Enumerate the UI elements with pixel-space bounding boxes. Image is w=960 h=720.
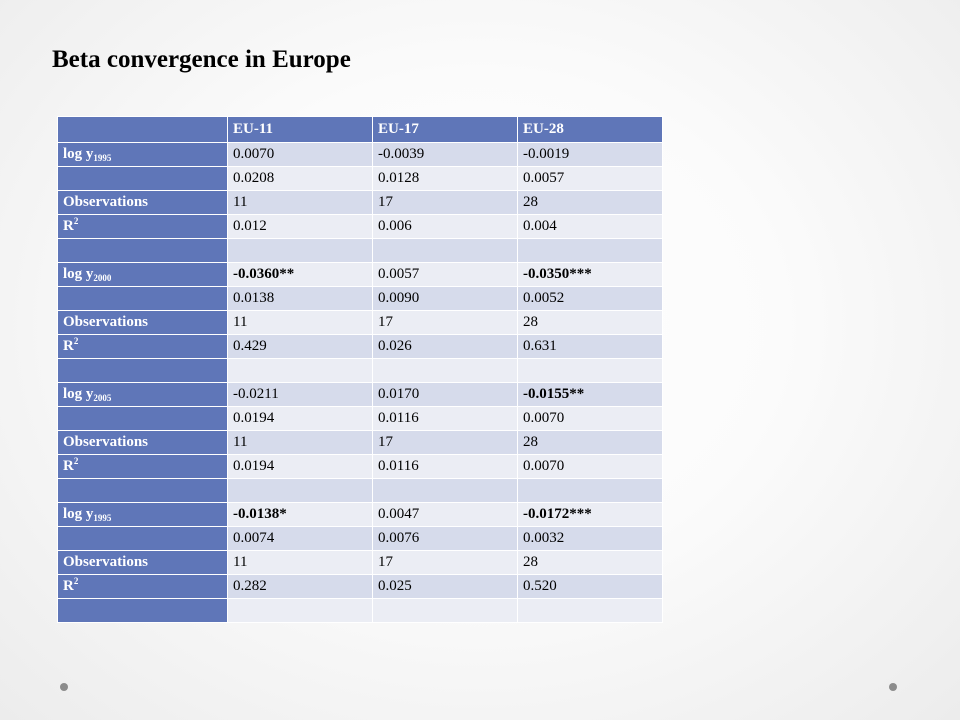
row-label-text: log y: [63, 386, 94, 402]
table-cell: -0.0155**: [518, 383, 663, 407]
row-label-superscript: 2: [73, 456, 79, 466]
table-cell: 11: [228, 311, 373, 335]
table-cell: -0.0019: [518, 143, 663, 167]
regression-table: [57, 116, 663, 623]
table-row: [58, 215, 663, 239]
table-cell: 0.0194: [228, 455, 373, 479]
row-label: [58, 143, 228, 167]
table-cell: 28: [518, 431, 663, 455]
row-label: [58, 479, 228, 503]
row-label: [58, 359, 228, 383]
table-cell: [518, 239, 663, 263]
table-cell: [228, 239, 373, 263]
table-cell: 0.0090: [373, 287, 518, 311]
row-label: [58, 287, 228, 311]
row-label-superscript: 2: [73, 336, 79, 346]
table-row: [58, 503, 663, 527]
row-label-subscript: 1995: [93, 153, 112, 163]
table-row: [58, 167, 663, 191]
header-cell-eu-17: EU-17: [373, 117, 518, 143]
table-row: [58, 383, 663, 407]
header-row: [58, 117, 663, 143]
row-label: [58, 551, 228, 575]
table-cell: 0.0057: [373, 263, 518, 287]
row-label: [58, 215, 228, 239]
row-label: [58, 167, 228, 191]
row-label-text: R: [63, 458, 74, 474]
table-row: [58, 239, 663, 263]
table-row: [58, 455, 663, 479]
slide-dot-left: [60, 683, 68, 691]
table-row: [58, 599, 663, 623]
row-label-text: R: [63, 338, 74, 354]
row-label-text: Observations: [63, 434, 149, 450]
table-cell: [228, 599, 373, 623]
table-row: [58, 191, 663, 215]
table-cell: 0.004: [518, 215, 663, 239]
row-label: [58, 335, 228, 359]
table-cell: 0.0194: [228, 407, 373, 431]
row-label-text: log y: [63, 146, 94, 162]
header-cell: [58, 117, 228, 143]
table-cell: -0.0039: [373, 143, 518, 167]
table-cell: [518, 479, 663, 503]
table-cell: [518, 599, 663, 623]
row-label-text: Observations: [63, 314, 149, 330]
table-cell: 0.0074: [228, 527, 373, 551]
table-cell: 0.0047: [373, 503, 518, 527]
table-cell: 28: [518, 551, 663, 575]
table-cell: 0.0070: [518, 407, 663, 431]
table-cell: [373, 359, 518, 383]
table-cell: 11: [228, 431, 373, 455]
row-label-subscript: 2005: [93, 393, 112, 403]
table-cell: 0.0116: [373, 407, 518, 431]
row-label: [58, 263, 228, 287]
table-row: [58, 479, 663, 503]
row-label-text: Observations: [63, 194, 149, 210]
row-label-text: Observations: [63, 554, 149, 570]
table-cell: 0.0076: [373, 527, 518, 551]
table-cell: 0.026: [373, 335, 518, 359]
table-cell: 0.0032: [518, 527, 663, 551]
table-cell: [373, 239, 518, 263]
table-cell: 17: [373, 311, 518, 335]
table-cell: 11: [228, 551, 373, 575]
table-cell: 0.012: [228, 215, 373, 239]
table-cell: 0.0208: [228, 167, 373, 191]
row-label: [58, 239, 228, 263]
row-label: [58, 383, 228, 407]
row-label-text: R: [63, 578, 74, 594]
table-cell: [373, 599, 518, 623]
table-row: [58, 527, 663, 551]
row-label-superscript: 2: [73, 576, 79, 586]
table-cell: [373, 479, 518, 503]
table-cell: 0.0138: [228, 287, 373, 311]
table-cell: 0.006: [373, 215, 518, 239]
table-cell: 0.631: [518, 335, 663, 359]
table-cell: [228, 359, 373, 383]
slide-dot-right: [889, 683, 897, 691]
table-cell: 0.282: [228, 575, 373, 599]
header-cell-eu-28: EU-28: [518, 117, 663, 143]
table-cell: 0.429: [228, 335, 373, 359]
table-row: [58, 359, 663, 383]
table-row: [58, 287, 663, 311]
row-label-superscript: 2: [73, 216, 79, 226]
row-label-text: log y: [63, 506, 94, 522]
table-cell: 17: [373, 551, 518, 575]
row-label: [58, 599, 228, 623]
row-label: [58, 311, 228, 335]
table-row: [58, 407, 663, 431]
table-cell: -0.0138*: [228, 503, 373, 527]
table-cell: 0.0052: [518, 287, 663, 311]
table-cell: 0.0070: [228, 143, 373, 167]
table-cell: 11: [228, 191, 373, 215]
table-cell: -0.0172***: [518, 503, 663, 527]
table-cell: 0.0170: [373, 383, 518, 407]
table-cell: [518, 359, 663, 383]
row-label: [58, 431, 228, 455]
row-label-subscript: 2000: [93, 273, 112, 283]
table-cell: -0.0350***: [518, 263, 663, 287]
table-cell: 28: [518, 191, 663, 215]
table-cell: 0.0070: [518, 455, 663, 479]
table-cell: 0.520: [518, 575, 663, 599]
table-cell: -0.0360**: [228, 263, 373, 287]
row-label-text: log y: [63, 266, 94, 282]
slide-title: Beta convergence in Europe: [52, 46, 351, 73]
row-label-subscript: 1995: [93, 513, 112, 523]
row-label-text: R: [63, 218, 74, 234]
table-row: [58, 263, 663, 287]
table-row: [58, 143, 663, 167]
table-cell: -0.0211: [228, 383, 373, 407]
table-row: [58, 551, 663, 575]
table-cell: 0.0116: [373, 455, 518, 479]
table-cell: 28: [518, 311, 663, 335]
row-label: [58, 575, 228, 599]
table-cell: 0.0057: [518, 167, 663, 191]
table-row: [58, 311, 663, 335]
table-cell: [228, 479, 373, 503]
table-row: [58, 575, 663, 599]
table-row: [58, 335, 663, 359]
table-cell: 17: [373, 191, 518, 215]
row-label: [58, 503, 228, 527]
row-label: [58, 407, 228, 431]
row-label: [58, 191, 228, 215]
table-cell: 0.0128: [373, 167, 518, 191]
table-row: [58, 431, 663, 455]
table-cell: 17: [373, 431, 518, 455]
table-cell: 0.025: [373, 575, 518, 599]
row-label: [58, 455, 228, 479]
header-cell-eu-11: EU-11: [228, 117, 373, 143]
row-label: [58, 527, 228, 551]
